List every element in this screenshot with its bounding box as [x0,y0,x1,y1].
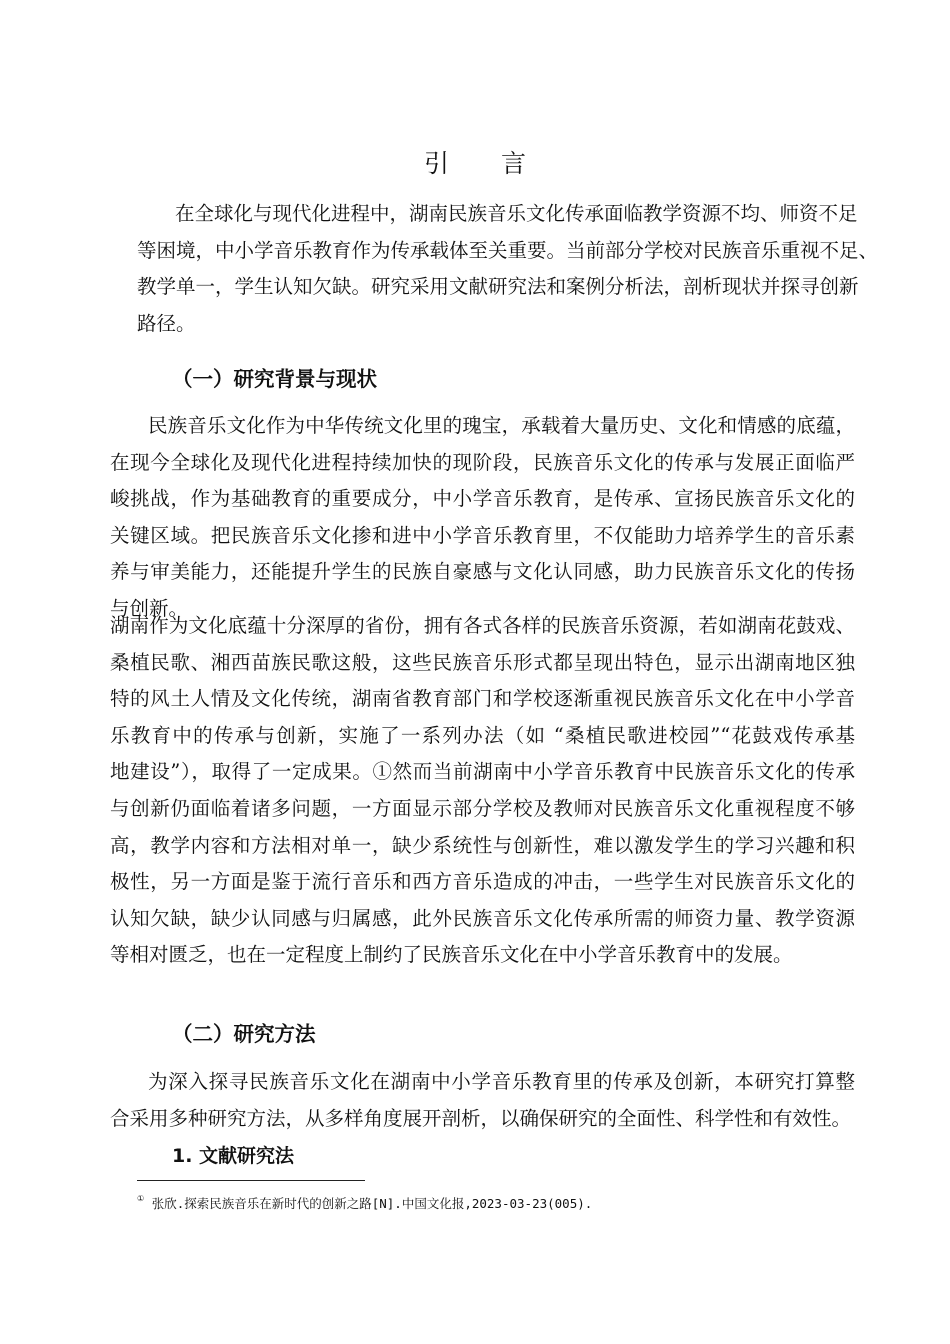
text-line: 特的风土人情及文化传统，湖南省教育部门和学校逐渐重视民族音乐文化在中小学音 [110,687,855,711]
text-line: 等困境，中小学音乐教育作为传承载体至关重要。当前部分学校对民族音乐重视不足、 [137,238,879,262]
text-line: 在全球化与现代化进程中，湖南民族音乐文化传承面临教学资源不均、师资不足 [175,202,858,225]
background-paragraph-1 [110,408,855,628]
text-line: 合采用多种研究方法，从多样角度展开剖析，以确保研究的全面性、科学性和有效性。 [110,1106,852,1130]
text-line: 为深入探寻民族音乐文化在湖南中小学音乐教育里的传承及创新，本研究打算整 [148,1070,855,1093]
text-line: 高，教学内容和方法相对单一，缺少系统性与创新性，难以激发学生的学习兴趣和积 [110,833,855,857]
text-line: 与创新仍面临着诸多问题，一方面显示部分学校及教师对民族音乐文化重视程度不够 [110,796,855,820]
footnote [137,1194,592,1212]
text-line: 等相对匮乏，也在一定程度上制约了民族音乐文化在中小学音乐教育中的发展。 [110,943,793,967]
text-line: 路径。 [137,311,196,335]
text-line: 地建设”），取得了一定成果。①然而当前湖南中小学音乐教育中民族音乐文化的传承 [110,760,855,784]
text-line: 峻挑战，作为基础教育的重要成分，中小学音乐教育，是传承、宣扬民族音乐文化的 [110,487,855,511]
text-line: 关键区域。把民族音乐文化掺和进中小学音乐教育里，不仅能助力培养学生的音乐素 [110,523,855,547]
text-line: 教学单一，学生认知欠缺。研究采用文献研究法和案例分析法，剖析现状并探寻创新 [137,275,859,299]
footnote-text: 张欣.探索民族音乐在新时代的创新之路[N].中国文化报,2023-03-23(005). [151,1196,593,1211]
page-title: 引言 [423,149,578,178]
text-line: 养与审美能力，还能提升学生的民族自豪感与文化认同感，助力民族音乐文化的传扬 [110,560,855,584]
text-line: 与创新。 [110,596,189,620]
text-line: 民族音乐文化作为中华传统文化里的瑰宝，承载着大量历史、文化和情感的底蕴， [148,414,855,437]
text-line: 认知欠缺，缺少认同感与归属感，此外民族音乐文化传承所需的师资力量、教学资源 [110,906,855,930]
section-heading-methods: （二）研究方法 [172,1022,316,1046]
footnote-divider [137,1180,365,1181]
text-line: 乐教育中的传承与创新，实施了一系列办法（如 “桑植民歌进校园”“花鼓戏传承基 [110,723,855,747]
intro-paragraph [137,196,879,342]
text-line: 在现今全球化及现代化进程持续加快的现阶段，民族音乐文化的传承与发展正面临严 [110,450,855,474]
background-paragraph-2 [110,608,855,974]
text-line: 湖南作为文化底蕴十分深厚的省份，拥有各式各样的民族音乐资源，若如湖南花鼓戏、 [110,614,855,637]
section-heading-background: （一）研究背景与现状 [172,367,377,391]
footnote-mark: ① [137,1194,145,1203]
text-line: 极性，另一方面是鉴于流行音乐和西方音乐造成的冲击，一些学生对民族音乐文化的 [110,870,855,894]
text-line: 桑植民歌、湘西苗族民歌这般，这些民族音乐形式都呈现出特色，显示出湖南地区独 [110,650,855,674]
methods-paragraph [110,1064,855,1137]
subheading-literature-method: 1. 文献研究法 [172,1145,295,1167]
